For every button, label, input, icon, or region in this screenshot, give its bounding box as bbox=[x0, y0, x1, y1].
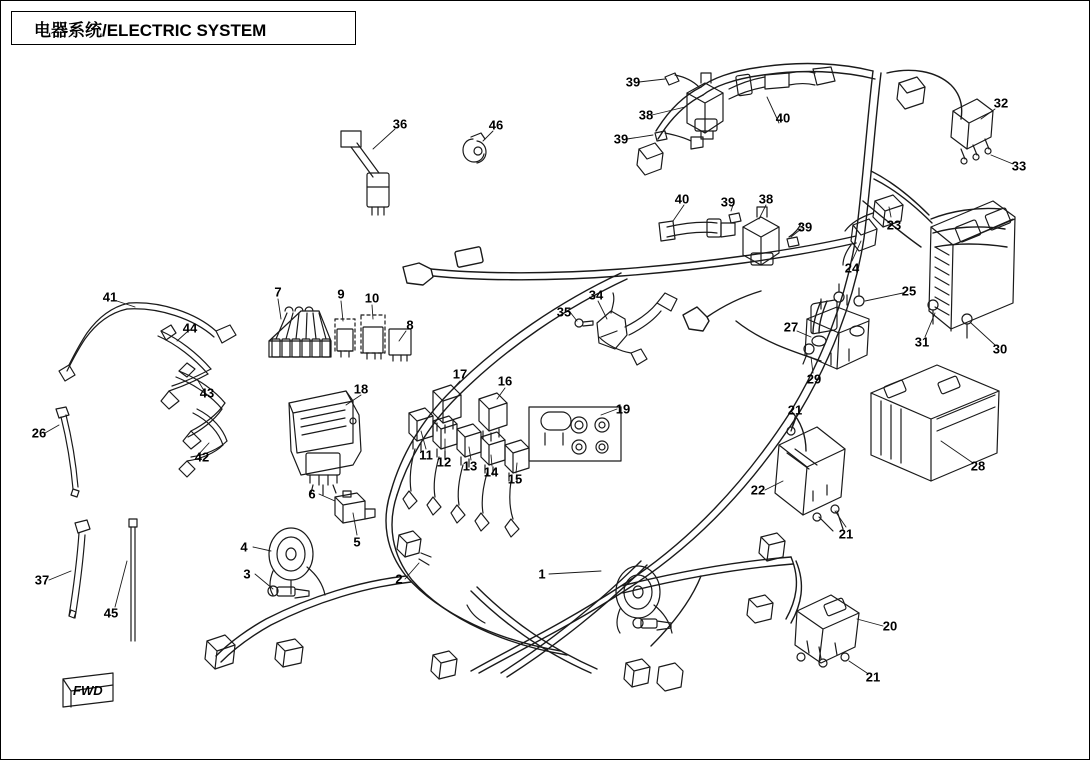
callout-3: 3 bbox=[243, 566, 251, 582]
part-6-relay bbox=[335, 491, 375, 523]
part-32-connector bbox=[951, 99, 993, 159]
callout-30: 30 bbox=[992, 341, 1008, 357]
callout-39-c: 39 bbox=[720, 194, 736, 210]
callout-37: 37 bbox=[34, 572, 50, 588]
callout-6: 6 bbox=[308, 486, 316, 502]
callout-31: 31 bbox=[914, 334, 930, 350]
part-21-bolts-relay-box bbox=[797, 653, 849, 667]
part-39-clip-upper-a bbox=[665, 73, 699, 87]
part-9-relay bbox=[335, 319, 355, 351]
electric-system-diagram bbox=[1, 1, 1090, 760]
part-18-control-unit bbox=[289, 391, 361, 495]
callout-20: 20 bbox=[882, 618, 898, 634]
callout-45: 45 bbox=[103, 605, 119, 621]
callout-34: 34 bbox=[588, 287, 604, 303]
callout-46: 46 bbox=[488, 117, 504, 133]
callout-12: 12 bbox=[436, 454, 452, 470]
part-20-relay-box bbox=[795, 595, 859, 663]
part-7-fuse-set bbox=[269, 307, 331, 357]
part-38-injector-upper bbox=[687, 73, 723, 139]
callout-38: 38 bbox=[638, 107, 654, 123]
part-34-sensor bbox=[597, 293, 677, 365]
part-39-clip-middle-a bbox=[729, 213, 741, 223]
callout-32: 32 bbox=[993, 95, 1009, 111]
callout-21-c: 21 bbox=[865, 669, 881, 685]
callout-43: 43 bbox=[199, 385, 215, 401]
callout-2: 2 bbox=[395, 571, 403, 587]
callout-15: 15 bbox=[507, 471, 523, 487]
callout-13: 13 bbox=[462, 458, 478, 474]
callout-40: 40 bbox=[775, 110, 791, 126]
callout-7: 7 bbox=[274, 284, 282, 300]
part-21-bolts-ecu bbox=[787, 415, 843, 531]
part-9-relay-body bbox=[337, 329, 353, 357]
part-26-cable-tie bbox=[56, 407, 79, 497]
part-33-terminals bbox=[961, 148, 991, 164]
part-3-horn-bolt-left bbox=[268, 586, 309, 598]
part-31-bolt bbox=[928, 300, 972, 338]
callout-1: 1 bbox=[538, 566, 546, 582]
part-4-horn-left bbox=[269, 528, 325, 595]
fwd-label: FWD bbox=[73, 683, 103, 698]
callout-8: 8 bbox=[406, 317, 414, 333]
callout-39-d: 39 bbox=[797, 219, 813, 235]
callout-29: 29 bbox=[806, 371, 822, 387]
part-30-regulator bbox=[929, 201, 1015, 331]
connector-upper-right bbox=[637, 77, 925, 175]
main-wiring-harness bbox=[216, 64, 1007, 677]
callout-28: 28 bbox=[970, 458, 986, 474]
callout-26: 26 bbox=[31, 425, 47, 441]
part-2-connector bbox=[397, 531, 431, 565]
callout-23: 23 bbox=[886, 217, 902, 233]
callout-40-b: 40 bbox=[674, 191, 690, 207]
callout-5: 5 bbox=[353, 534, 361, 550]
part-42-ignition-cable bbox=[179, 409, 227, 477]
callout-36: 36 bbox=[392, 116, 408, 132]
callout-19: 19 bbox=[615, 401, 631, 417]
callout-35: 35 bbox=[556, 304, 572, 320]
callout-18: 18 bbox=[353, 381, 369, 397]
callout-14: 14 bbox=[483, 464, 499, 480]
callout-38-b: 38 bbox=[758, 191, 774, 207]
part-10-relay bbox=[361, 315, 385, 353]
callout-16: 16 bbox=[497, 373, 513, 389]
callout-25: 25 bbox=[901, 283, 917, 299]
callout-39: 39 bbox=[625, 74, 641, 90]
part-45-cable-tie bbox=[129, 519, 137, 641]
part-37-cable-tie bbox=[69, 520, 90, 618]
part-19-grommet-set bbox=[529, 407, 621, 461]
callout-33: 33 bbox=[1011, 158, 1027, 174]
callout-42: 42 bbox=[194, 449, 210, 465]
part-40-hose-middle bbox=[659, 219, 735, 241]
part-3-horn-bolt-right bbox=[633, 618, 671, 630]
part-36-relay bbox=[341, 131, 389, 215]
page-title: 电器系统/ELECTRIC SYSTEM bbox=[34, 20, 267, 40]
callout-21-b: 21 bbox=[838, 526, 854, 542]
callout-9: 9 bbox=[337, 286, 345, 302]
callout-22: 22 bbox=[750, 482, 766, 498]
lower-harness-connectors bbox=[205, 533, 785, 691]
callout-44: 44 bbox=[182, 320, 198, 336]
callout-17: 17 bbox=[452, 366, 468, 382]
part-43-ignition-cable bbox=[176, 363, 225, 449]
callout-10: 10 bbox=[364, 290, 380, 306]
callout-41: 41 bbox=[102, 289, 118, 305]
callout-39-b: 39 bbox=[613, 131, 629, 147]
part-10-relay-body bbox=[363, 327, 383, 359]
callout-27: 27 bbox=[783, 319, 799, 335]
callout-24: 24 bbox=[844, 260, 860, 276]
callout-11: 11 bbox=[419, 447, 433, 463]
part-35-bolt bbox=[575, 319, 593, 327]
callout-4: 4 bbox=[240, 539, 248, 555]
part-8-relay-body bbox=[389, 329, 411, 361]
callout-21: 21 bbox=[787, 402, 803, 418]
part-46-grommet bbox=[463, 133, 486, 163]
